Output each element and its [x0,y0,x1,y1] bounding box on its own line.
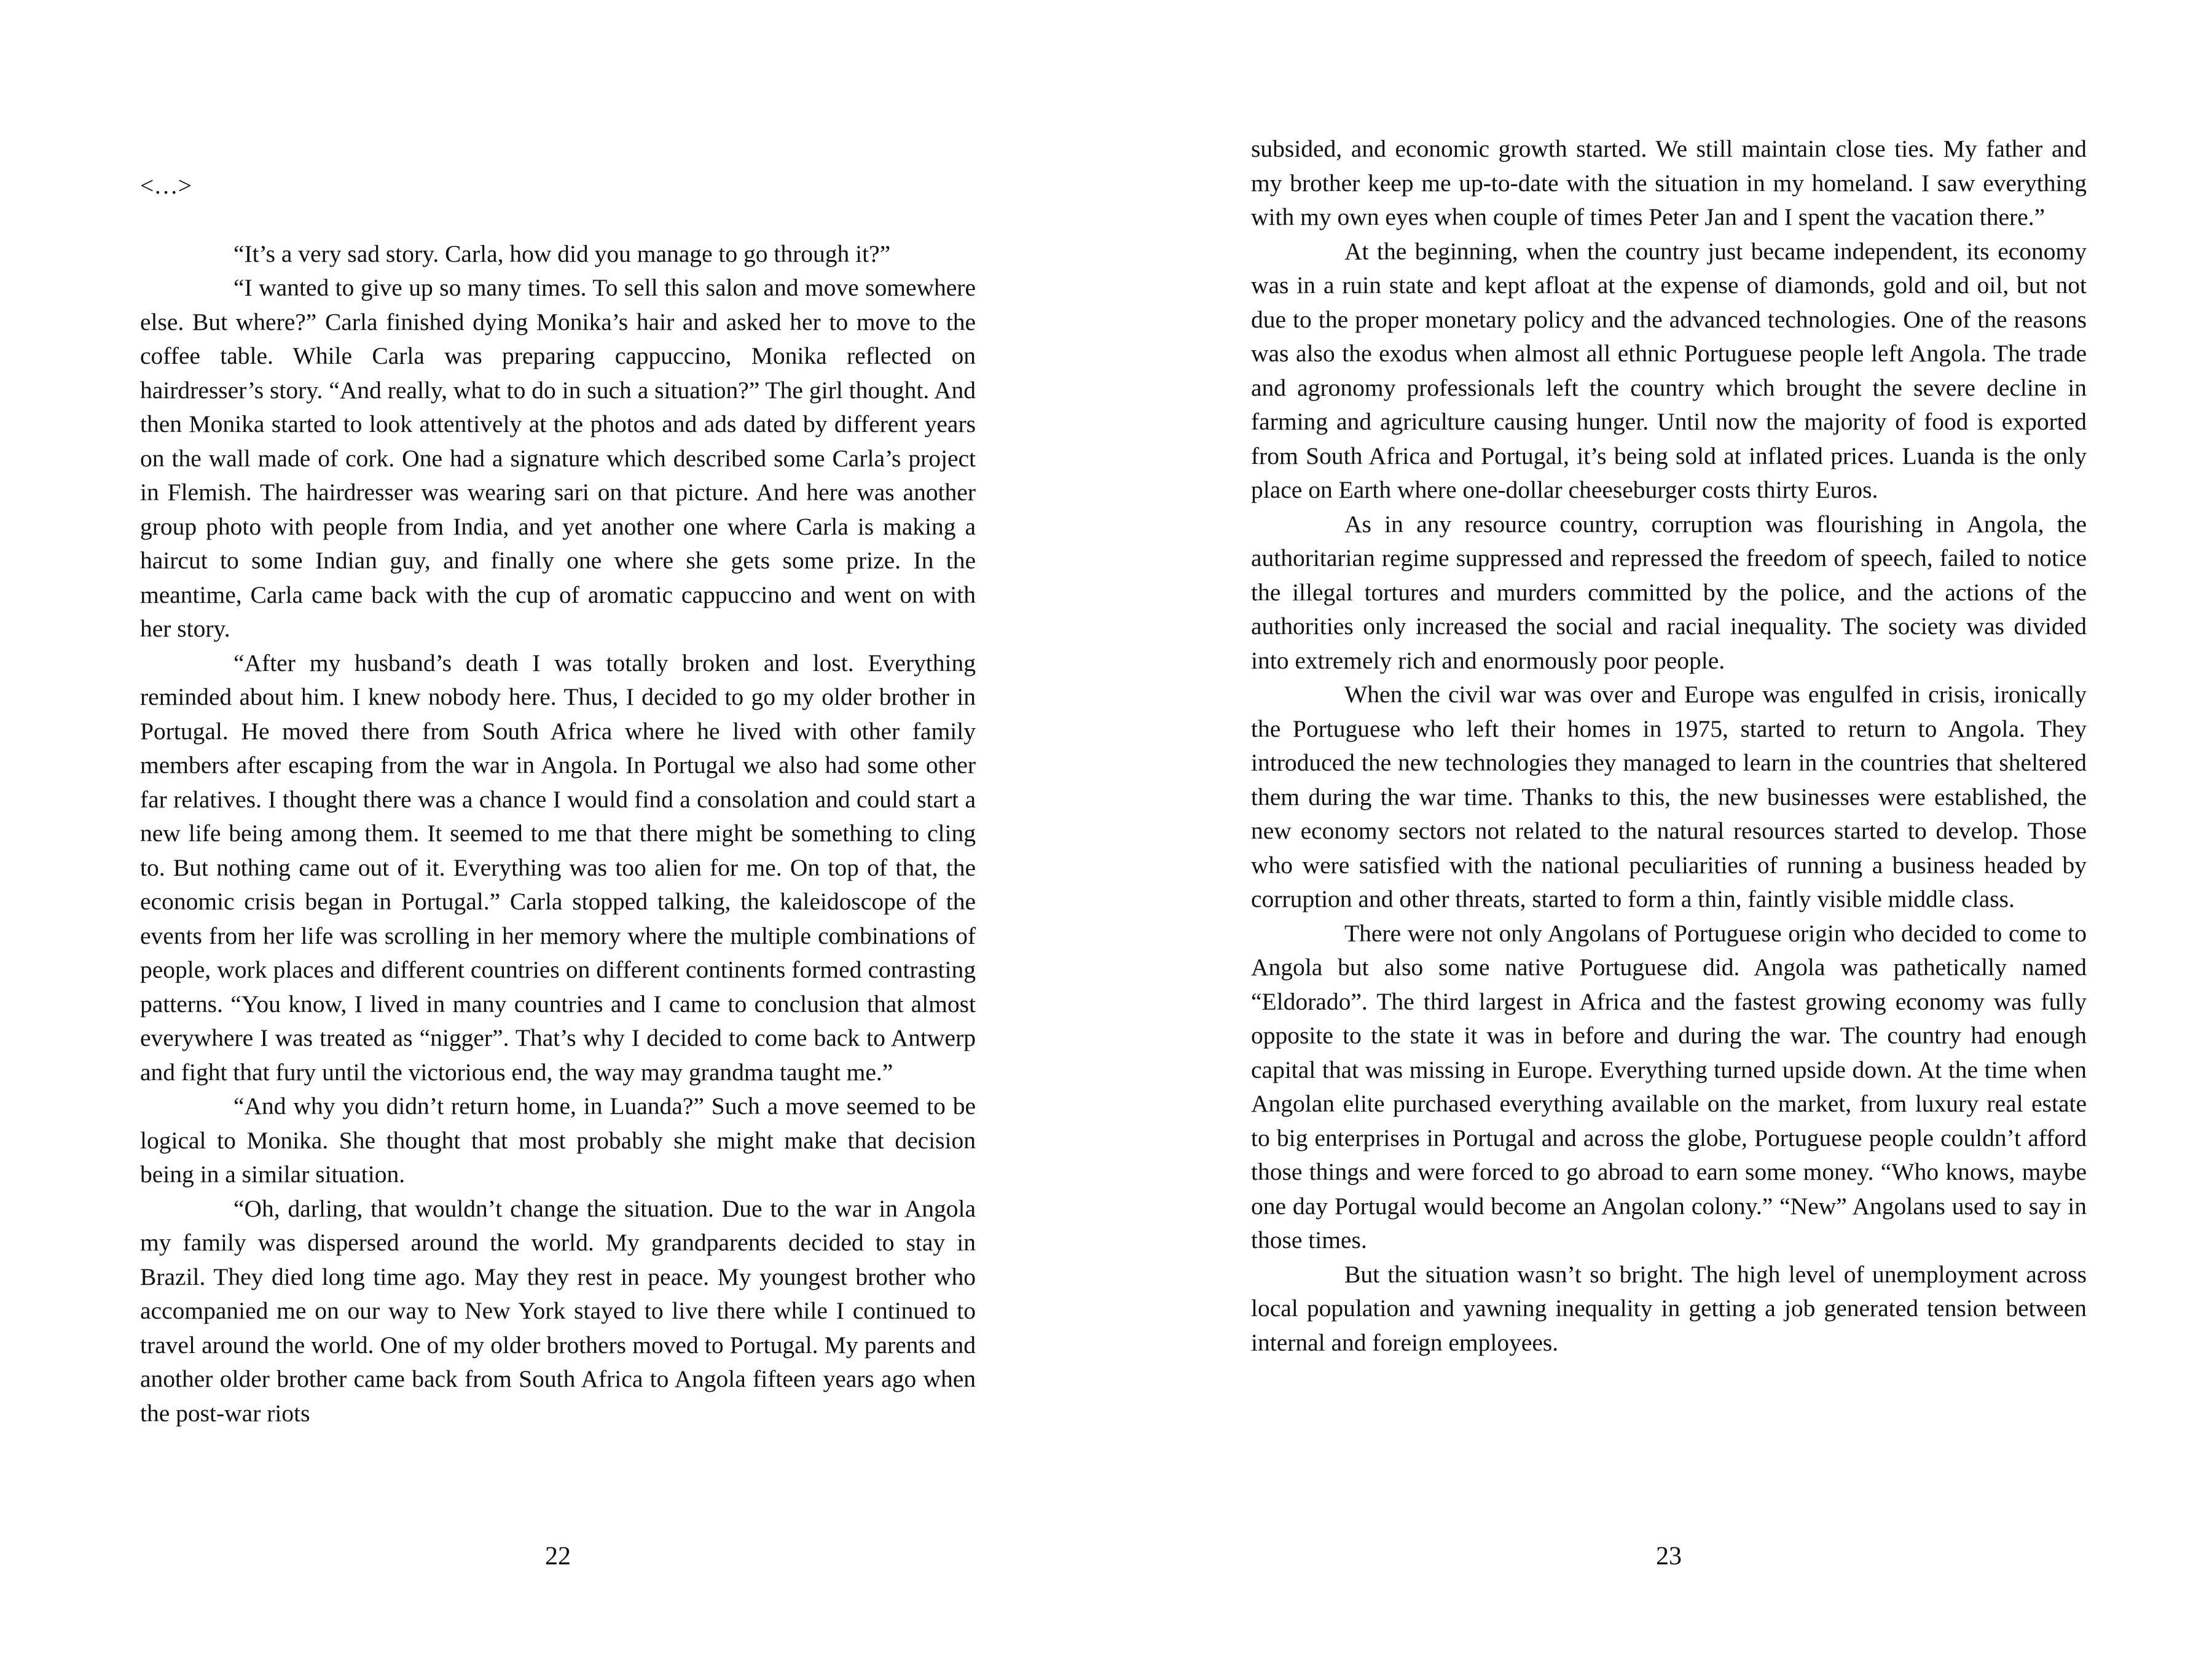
paragraph-continued: subsided, and economic growth started. We still maintain close ties. My father and my brother keep me up-to-date with the situation in my homeland. I saw everything with my own eyes when couple of times Peter Jan and I spent the vacation there.” [1251,135,2087,230]
paragraph: “It’s a very sad story. Carla, how did you manage to go through it?” [233,240,891,267]
paragraph: There were not only Angolans of Portuguese origin who decided to come to Angola but also some native Portuguese did. Angola was pathetically named “Eldorado”. The third largest in Africa and the fastest growing economy was fully opposite to the state it was in before and during the war. The country had enough capital that was missing in Europe. Everything turned upside down. At the time when Angolan elite purchased everything available on the market, from luxury real estate to big enterprises in Portugal and across the globe, Portuguese people couldn’t afford those things and were forced to go abroad to earn some money. “Who knows, maybe one day Portugal would become an Angolan colony.” “New” Angolans used to say in those times. [1251,919,2087,1253]
paragraph: At the beginning, when the country just became independent, its economy was in a ruin state and kept afloat at the expense of diamonds, gold and oil, but not due to the proper monetary policy and the advanced technologies. One of the reasons was also the exodus when almost all ethnic Portuguese people left Angola. The trade and agronomy professionals left the country which brought the severe decline in farming and agriculture causing hunger. Until now the majority of food is exported from South Africa and Portugal, it’s being sold at inflated prices. Luanda is the only place on Earth where one-dollar cheeseburger costs thirty Euros. [1251,237,2087,503]
paragraph: “I wanted to give up so many times. To sell this salon and move somewhere else. But where?” Carla finished dying Monika’s hair and asked her to move to the coffee table. While Carla was preparing cappuccino, Monika reflected on hairdresser’s story. “And really, what to do in such a situation?” The girl thought. And then Monika started to look attentively at the photos and ads dated by different years on the wall made of cork. One had a signature which described some Carla’s project in Flemish. The hairdresser was wearing sari on that picture. And here was another group photo with people from India, and yet another one where Carla is making a haircut to some Indian guy, and finally one where she gets some prize. In the meantime, Carla came back with the cup of aromatic cappuccino and went on with her story. [140,274,976,642]
right-page [1106,0,2212,1659]
paragraph: “And why you didn’t return home, in Luanda?” Such a move seemed to be logical to Monika. She thought that most probably she might make that decision being in a similar situation. [140,1092,976,1188]
paragraph: When the civil war was over and Europe was engulfed in crisis, ironically the Portuguese who left their homes in 1975, started to return to Angola. They introduced the new technologies they managed to learn in the countries that sheltered them during the war time. Thanks to this, the new businesses were established, the new economy sectors not related to the natural resources started to develop. Those who were satisfied with the national peculiarities of running a business headed by corruption and other threats, started to form a thin, faintly visible middle class. [1251,681,2087,912]
paragraph: “After my husband’s death I was totally broken and lost. Everything reminded about him. I knew nobody here. Thus, I decided to go my older brother in Portugal. He moved there from South Africa where he lived with other family members after escaping from the war in Angola. In Portugal we also had some other far relatives. I thought there was a chance I would find a consolation and could start a new life being among them. It seemed to me that there might be something to cling to. But nothing came out of it. Everything was too alien for me. On top of that, the economic crisis began in Portugal.” Carla stopped talking, the kaleidoscope of the events from her life was scrolling in her memory where the multiple combinations of people, work places and different countries on different continents formed contrasting patterns. “You know, I lived in many countries and I came to conclusion that almost everywhere I was treated as “nigger”. That’s why I decided to come back to Antwerp and fight that fury until the victorious end, the way may grandma taught me.” [140,649,976,1086]
omission-marker: <…> [140,172,192,199]
paragraph: But the situation wasn’t so bright. The high level of unemployment across local population and yawning inequality in getting a job generated tension between internal and foreign employees. [1251,1260,2087,1356]
right-page-text [1251,132,2087,1360]
paragraph: “Oh, darling, that wouldn’t change the situation. Due to the war in Angola my family was dispersed around the world. My grandparents decided to stay in Brazil. They died long time ago. May they rest in peace. My youngest brother who accompanied me on our way to New York stayed to live there while I continued to travel around the world. One of my older brothers moved to Portugal. My parents and another older brother came back from South Africa to Angola fifteen years ago when the post-war riots [140,1194,976,1427]
page-number: 22 [545,1542,571,1571]
left-page-text [140,169,976,1430]
paragraph: As in any resource country, corruption was flourishing in Angola, the authoritarian regime suppressed and repressed the freedom of speech, failed to notice the illegal tortures and murders committed by the police, and the actions of the authorities only increased the social and racial inequality. The society was divided into extremely rich and enormously poor people. [1251,510,2087,674]
page-number: 23 [1656,1542,1682,1571]
